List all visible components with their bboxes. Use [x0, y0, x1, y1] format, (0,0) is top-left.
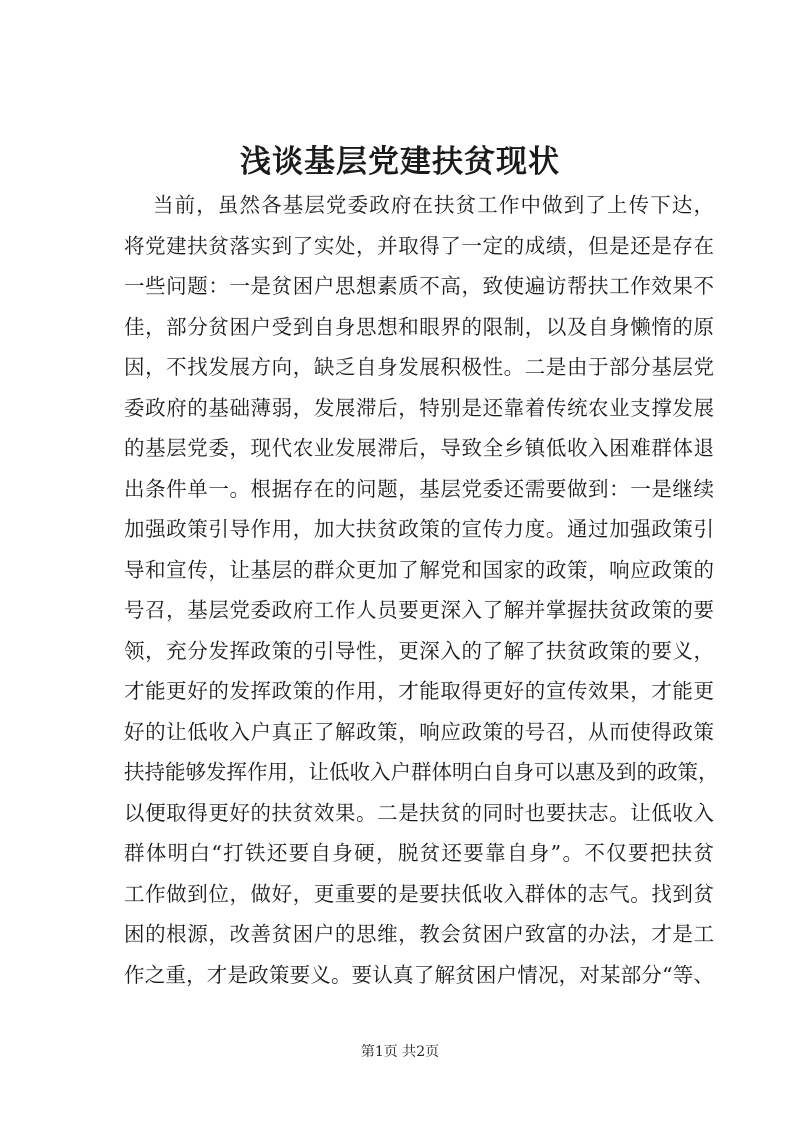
- body-line: 扶持能够发挥作用，让低收入户群体明白自身可以惠及到的政策，: [124, 760, 719, 784]
- body-line: 领，充分发挥政策的引导性，更深入的了解了扶贫政策的要义，: [124, 638, 714, 663]
- body-line: 委政府的基础薄弱，发展滞后，特别是还靠着传统农业支撑发展: [124, 395, 714, 420]
- body-line: 出条件单一。根据存在的问题，基层党委还需要做到：一是继续: [124, 476, 714, 501]
- body-line: 好的让低收入户真正了解政策，响应政策的号召，从而使得政策: [124, 719, 714, 744]
- body-line: 工作做到位，做好，更重要的是要扶低收入群体的志气。找到贫: [124, 881, 714, 906]
- body-line: 作之重，才是政策要义。要认真了解贫困户情况，对某部分“等、: [124, 962, 714, 987]
- body-line: 群体明白“打铁还要自身硬，脱贫还要靠自身”。不仅要把扶贫: [124, 841, 714, 865]
- document-body: [124, 185, 719, 995]
- body-line: 号召，基层党委政府工作人员要更深入了解并掌握扶贫政策的要: [124, 598, 714, 622]
- body-line: 的基层党委，现代农业发展滞后，导致全乡镇低收入困难群体退: [124, 436, 714, 460]
- body-line: 因，不找发展方向，缺乏自身发展积极性。二是由于部分基层党: [124, 355, 714, 379]
- body-line: 才能更好的发挥政策的作用，才能取得更好的宣传效果，才能更: [124, 679, 714, 703]
- body-line: 当前，虽然各基层党委政府在扶贫工作中做到了上传下达，: [153, 193, 714, 217]
- body-line: 困的根源，改善贫困户的思维，教会贫困户致富的办法，才是工: [124, 922, 714, 946]
- body-line: 加强政策引导作用，加大扶贫政策的宣传力度。通过加强政策引: [124, 517, 714, 541]
- body-line: 佳，部分贫困户受到自身思想和眼界的限制，以及自身懒惰的原: [124, 314, 714, 339]
- body-line: 导和宣传，让基层的群众更加了解党和国家的政策，响应政策的: [124, 557, 714, 582]
- document-title: 浅谈基层党建扶贫现状: [240, 144, 560, 180]
- body-line: 一些问题：一是贫困户思想素质不高，致使遍访帮扶工作效果不: [124, 274, 714, 298]
- page-number-footer: 第1页 共2页: [360, 1044, 440, 1060]
- body-line: 将党建扶贫落实到了实处，并取得了一定的成绩，但是还是存在: [124, 233, 714, 258]
- body-line: 以便取得更好的扶贫效果。二是扶贫的同时也要扶志。让低收入: [124, 800, 714, 825]
